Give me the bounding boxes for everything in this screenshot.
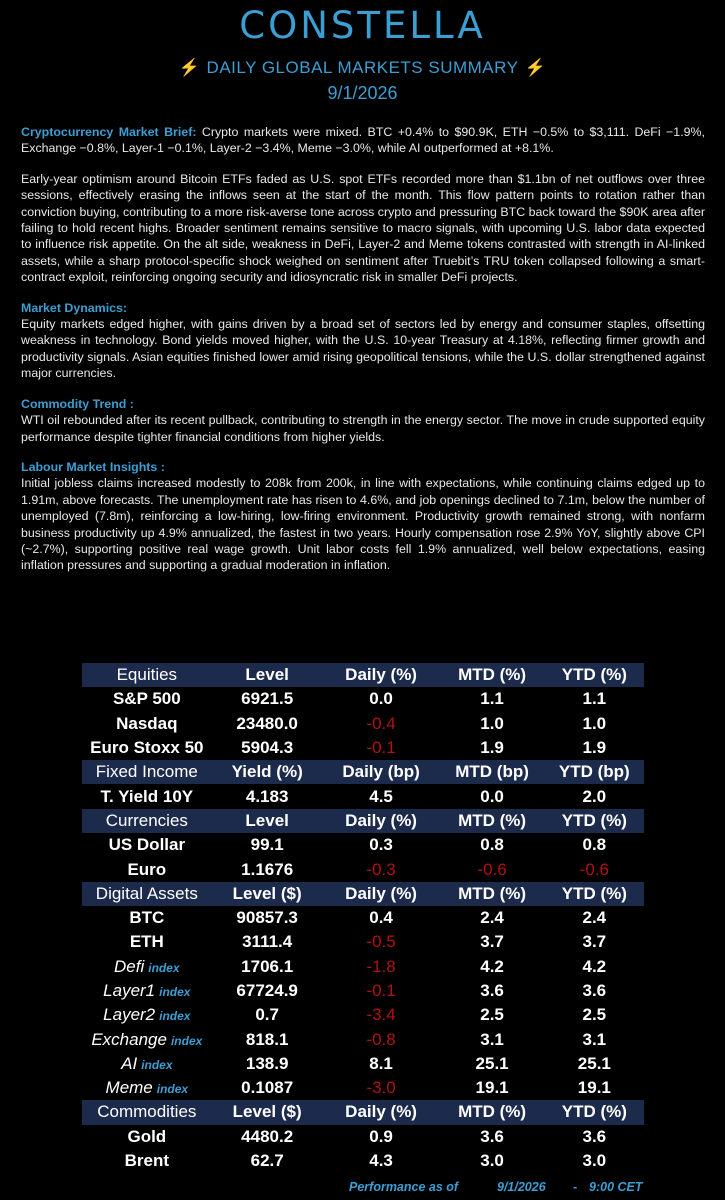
table-row <box>82 930 644 954</box>
instrument-name <box>82 979 212 1003</box>
cell-value: 23480.0 <box>212 712 323 736</box>
section-heading: Commodity Trend : <box>21 396 134 411</box>
instrument-name <box>82 687 212 711</box>
section-text: WTI oil rebounded after its recent pullback, contributing to strength in the energy sector. The move in crude supported equity performance despite tighter financial conditions from higher yields. <box>21 413 705 444</box>
index-suffix: index <box>159 985 191 999</box>
cell-value: 1.0 <box>545 712 644 736</box>
index-suffix: index <box>141 1057 173 1072</box>
cell-value: 0.0 <box>440 784 545 808</box>
instrument-label: AI <box>121 1053 138 1073</box>
cell-value: 3.0 <box>545 1149 644 1173</box>
cell-value: 3.6 <box>440 979 545 1003</box>
table-row <box>82 736 644 760</box>
cell-value: 25.1 <box>545 1052 644 1076</box>
instrument-name <box>82 1052 212 1076</box>
instrument-label: Defi <box>114 956 145 976</box>
column-header: Equities <box>82 663 212 687</box>
table-row <box>82 1027 644 1051</box>
crypto-brief <box>21 124 705 157</box>
lightning-icon: ⚡ <box>178 58 201 77</box>
instrument-label: S&P 500 <box>112 689 181 709</box>
instrument-label: T. Yield 10Y <box>100 786 194 806</box>
column-header: Level ($) <box>212 882 323 906</box>
table-row <box>82 955 644 979</box>
instrument-label: Gold <box>127 1126 167 1146</box>
report-date: 9/1/2026 <box>327 83 398 103</box>
crypto-detail <box>21 171 705 286</box>
markets-table <box>82 663 644 1173</box>
cell-value: 3.6 <box>545 1125 644 1149</box>
cell-value: -0.4 <box>323 712 440 736</box>
cell-value: -0.5 <box>323 930 440 954</box>
column-header: Level <box>212 809 323 833</box>
index-suffix: index <box>156 1082 189 1097</box>
table-row <box>82 1149 644 1173</box>
section-text: Crypto markets were mixed. BTC +0.4% to $90.9K, ETH −0.5% to $3,111. DeFi −1.9%, Exchange −0.8%, Layer-1 −0.1%, Layer-2 −3.4%, Meme −3.0%, while AI outperformed at +8.1%. <box>21 125 705 156</box>
cell-value: 0.4 <box>323 906 440 930</box>
cell-value: 62.7 <box>212 1149 323 1173</box>
column-header: Digital Assets <box>82 882 212 906</box>
table-row <box>82 979 644 1003</box>
cell-value: 3.7 <box>545 930 644 954</box>
cell-value: 3.1 <box>545 1027 644 1051</box>
column-header: Daily (bp) <box>323 760 440 784</box>
cell-value: 2.0 <box>545 784 644 808</box>
column-header: MTD (%) <box>440 882 545 906</box>
instrument-name <box>82 1125 212 1149</box>
instrument-name <box>82 712 212 736</box>
table-row <box>82 712 644 736</box>
cell-value: 3.1 <box>440 1027 545 1051</box>
market-dynamics <box>21 300 705 382</box>
cell-value: 19.1 <box>545 1076 644 1100</box>
cell-value: 0.3 <box>323 833 440 857</box>
column-header: YTD (%) <box>545 882 644 906</box>
column-header: Level <box>212 663 323 687</box>
instrument-label: Exchange <box>91 1029 167 1049</box>
cell-value: -3.4 <box>323 1003 440 1027</box>
instrument-name <box>82 930 212 954</box>
cell-value: 818.1 <box>212 1027 323 1051</box>
instrument-name <box>82 833 212 857</box>
column-header: Daily (%) <box>323 882 440 906</box>
cell-value: 5904.3 <box>212 736 323 760</box>
section-heading: Labour Market Insights : <box>21 459 165 474</box>
instrument-name <box>82 1027 212 1051</box>
instrument-name <box>82 906 212 930</box>
cell-value: 90857.3 <box>212 906 323 930</box>
index-suffix: index <box>148 960 180 975</box>
table-row <box>82 1076 644 1100</box>
cell-value: 0.7 <box>212 1003 323 1027</box>
instrument-name <box>82 857 212 881</box>
instrument-label: Layer2 <box>103 1005 156 1025</box>
cell-value: 8.1 <box>323 1052 440 1076</box>
instrument-name <box>82 784 212 808</box>
cell-value: 2.4 <box>545 906 644 930</box>
column-header: YTD (%) <box>545 663 644 687</box>
cell-value: 1.1 <box>440 687 545 711</box>
instrument-name <box>82 955 212 979</box>
cell-value: 25.1 <box>440 1052 545 1076</box>
brand-logo: CONSTELLA <box>239 4 486 47</box>
cell-value: 1.1676 <box>212 857 323 881</box>
section-heading: Market Dynamics: <box>21 300 128 315</box>
report-title <box>0 58 725 78</box>
cell-value: 1.0 <box>440 712 545 736</box>
index-suffix: index <box>170 1033 203 1048</box>
cell-value: -1.8 <box>323 955 440 979</box>
cell-value: 0.0 <box>323 687 440 711</box>
table-group-header <box>82 760 644 784</box>
cell-value: 2.4 <box>440 906 545 930</box>
instrument-label: BTC <box>129 908 165 928</box>
table-row <box>82 1003 644 1027</box>
instrument-label: Euro Stoxx 50 <box>90 738 204 758</box>
instrument-name <box>82 736 212 760</box>
cell-value: -0.1 <box>323 736 440 760</box>
instrument-label: Euro <box>127 859 167 879</box>
report-title-text: DAILY GLOBAL MARKETS SUMMARY <box>206 58 519 77</box>
section-text: Early-year optimism around Bitcoin ETFs faded as U.S. spot ETFs recorded more than $1.1bn of net outflows over three sessions, effectively erasing the inflows seen at the start of the month. This flow pattern points to rotation rather than conviction buying, contributing to a more risk-averse tone across crypto and pressuring BTC back toward the $90K area after failing to hold recent highs. Broader sentiment remains sensitive to macro signals, with upcoming U.S. labor data expected to influence risk appetite. On the alt side, weakness in DeFi, Layer-2 and Meme tokens contrasted with strength in AI-linked assets, while a sharp protocol-specific shock weighed on sentiment after Truebit’s TRU token collapsed following a smart-contract exploit, reinforcing ongoing security and idiosyncratic risk in smaller DeFi projects. <box>21 171 705 285</box>
labour-market <box>21 459 705 574</box>
column-header: MTD (%) <box>440 1100 545 1124</box>
instrument-name <box>82 1076 212 1100</box>
cell-value: -0.1 <box>323 979 440 1003</box>
column-header: Commodities <box>82 1100 212 1124</box>
instrument-label: ETH <box>129 932 164 952</box>
cell-value: -0.6 <box>440 857 545 881</box>
cell-value: 138.9 <box>212 1052 323 1076</box>
column-header: Fixed Income <box>82 760 212 784</box>
table-row <box>82 784 644 808</box>
cell-value: 19.1 <box>440 1076 545 1100</box>
column-header: YTD (bp) <box>545 760 644 784</box>
cell-value: 67724.9 <box>212 979 323 1003</box>
cell-value: -3.0 <box>323 1076 440 1100</box>
cell-value: 0.1087 <box>212 1076 323 1100</box>
summary-text <box>21 124 705 588</box>
instrument-label: Meme <box>105 1078 153 1098</box>
cell-value: 99.1 <box>212 833 323 857</box>
section-text: Equity markets edged higher, with gains driven by a broad set of sectors led by energy and consumer staples, offsetting weakness in technology. Bond yields moved higher, with the U.S. 10-year Treasury at 4.18%, reflecting firmer growth and productivity signals. Asian equities finished lower amid rising geopolitical tensions, while the U.S. dollar strengthened against major currencies. <box>21 317 705 381</box>
instrument-label: US Dollar <box>108 835 186 855</box>
instrument-name <box>82 1149 212 1173</box>
column-header: YTD (%) <box>545 1100 644 1124</box>
footer-date: 9/1/2026 <box>497 1180 546 1194</box>
cell-value: 6921.5 <box>212 687 323 711</box>
cell-value: 4.3 <box>323 1149 440 1173</box>
table-row <box>82 1125 644 1149</box>
column-header: Level ($) <box>212 1100 323 1124</box>
cell-value: 3.7 <box>440 930 545 954</box>
cell-value: 1.9 <box>440 736 545 760</box>
cell-value: 4.5 <box>323 784 440 808</box>
cell-value: 1.1 <box>545 687 644 711</box>
column-header: Daily (%) <box>323 1100 440 1124</box>
table-group-header <box>82 663 644 687</box>
cell-value: 0.8 <box>440 833 545 857</box>
cell-value: 4.2 <box>440 955 545 979</box>
cell-value: 1706.1 <box>212 955 323 979</box>
table-row <box>82 1052 644 1076</box>
lightning-icon: ⚡ <box>524 58 547 77</box>
instrument-name <box>82 1003 212 1027</box>
cell-value: -0.8 <box>323 1027 440 1051</box>
cell-value: 2.5 <box>440 1003 545 1027</box>
cell-value: 0.8 <box>545 833 644 857</box>
cell-value: 3111.4 <box>212 930 323 954</box>
cell-value: 2.5 <box>545 1003 644 1027</box>
column-header: MTD (%) <box>440 663 545 687</box>
instrument-label: Layer1 <box>103 981 156 1000</box>
table-row <box>82 833 644 857</box>
table-row <box>82 906 644 930</box>
instrument-label: Brent <box>124 1151 170 1171</box>
column-header: YTD (%) <box>545 809 644 833</box>
cell-value: 4.2 <box>545 955 644 979</box>
cell-value: 3.6 <box>545 979 644 1003</box>
cell-value: -0.3 <box>323 857 440 881</box>
cell-value: 0.9 <box>323 1125 440 1149</box>
cell-value: -0.6 <box>545 857 644 881</box>
footer-separator: - <box>573 1180 578 1194</box>
column-header: Daily (%) <box>323 809 440 833</box>
instrument-label: Nasdaq <box>116 713 178 733</box>
footer-label: Performance as of <box>349 1180 459 1194</box>
table-row <box>82 857 644 881</box>
section-heading: Cryptocurrency Market Brief: <box>21 125 197 139</box>
index-suffix: index <box>159 1009 191 1024</box>
table-row <box>82 687 644 711</box>
table-group-header <box>82 882 644 906</box>
cell-value: 3.6 <box>440 1125 545 1149</box>
column-header: MTD (bp) <box>440 760 545 784</box>
cell-value: 1.9 <box>545 736 644 760</box>
footer-time: 9:00 CET <box>589 1180 643 1194</box>
table-group-header <box>82 809 644 833</box>
column-header: Currencies <box>82 809 212 833</box>
table-group-header <box>82 1100 644 1124</box>
cell-value: 3.0 <box>440 1149 545 1173</box>
column-header: Daily (%) <box>323 663 440 687</box>
cell-value: 4480.2 <box>212 1125 323 1149</box>
cell-value: 4.183 <box>212 784 323 808</box>
commodity-trend <box>21 396 705 445</box>
column-header: Yield (%) <box>212 760 323 784</box>
column-header: MTD (%) <box>440 809 545 833</box>
section-text: Initial jobless claims increased modestly to 208k from 200k, in line with expectations, while continuing claims edged up to 1.91m, above forecasts. The unemployment rate has risen to 4.6%, and job openings declined to 7.1m, below the number of unemployed (7.8m), reinforcing a low-hiring, low-firing environment. Productivity growth remained strong, with nonfarm business productivity up 4.9% annualized, the fastest in two years. Hourly compensation rose 2.9% YoY, slightly above CPI (~2.7%), supporting positive real wage growth. Unit labor costs fell 1.9% annualized, well below expectations, easing inflation pressures and supporting a gradual moderation in inflation. <box>21 476 705 573</box>
